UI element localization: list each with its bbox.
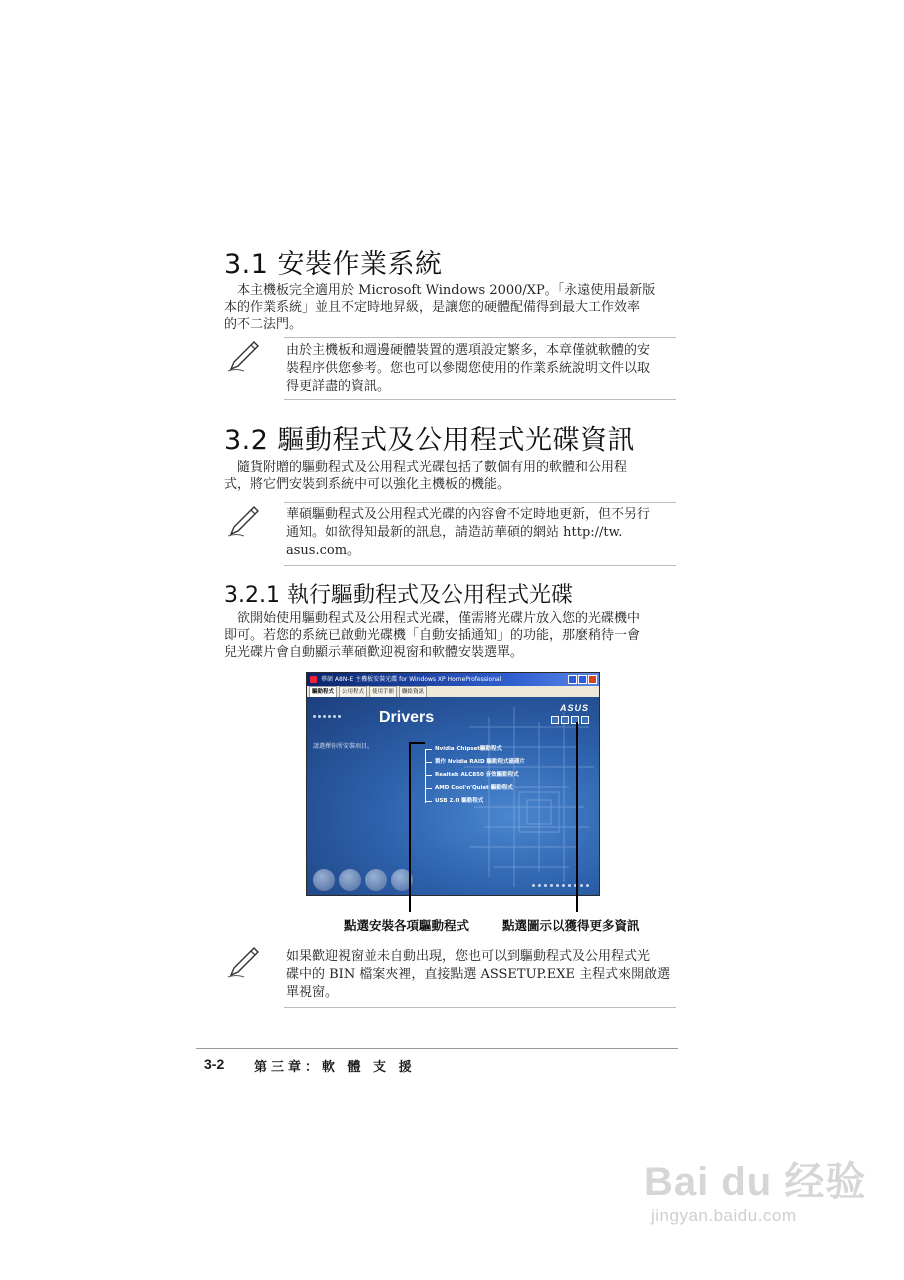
paragraph-line: 式，將它們安裝到系統中可以強化主機板的機能。 <box>224 477 511 492</box>
window-menubar <box>307 686 599 697</box>
section-3-2-title: 3.2 驅動程式及公用程式光碟資訊 <box>224 425 636 456</box>
note-line: 碟中的 BIN 檔案夾裡，直接點選 ASSETUP.EXE 主程式來開啟選 <box>286 967 671 982</box>
callout-left-caption: 點選安裝各項驅動程式 <box>344 918 470 933</box>
paragraph-line: 隨貨附贈的驅動程式及公用程式光碟包括了數個有用的軟體和公用程 <box>237 460 628 475</box>
callout-left-line <box>409 742 411 912</box>
nav-circle-icon <box>365 869 387 891</box>
menu-tab-manual: 使用手冊 <box>369 686 397 697</box>
page-number: 3-2 <box>204 1056 225 1072</box>
driver-item: AMD Cool'n'Quiet 驅動程式 <box>415 782 525 795</box>
note-top-rule <box>284 337 676 338</box>
section-3-2-1-paragraph <box>224 610 679 661</box>
note-3 <box>286 948 678 1002</box>
info-icons-group <box>551 716 589 724</box>
callout-left-horizontal <box>409 742 425 744</box>
note-top-rule <box>284 502 676 503</box>
callout-right-caption: 點選圖示以獲得更多資訊 <box>502 918 640 933</box>
readme-icon <box>581 716 589 724</box>
menu-tab-contact: 聯絡資訊 <box>399 686 427 697</box>
note-line: 如果歡迎視窗並未自動出現，您也可以到驅動程式及公用程式光 <box>286 949 651 964</box>
paragraph-line: 本主機板完全適用於 Microsoft Windows 2000/XP。「永遠使用最新版 <box>237 283 656 298</box>
tech-support-icon <box>571 716 579 724</box>
note-pen-icon <box>224 944 260 980</box>
note-line: 華碩驅動程式及公用程式光碟的內容會不定時地更新，但不另行 <box>286 507 651 522</box>
note-line: asus.com。 <box>286 543 361 558</box>
installer-canvas <box>307 697 599 895</box>
baidu-watermark-url: jingyan.baidu.com <box>651 1206 797 1225</box>
asus-logo: ASUS <box>559 703 589 713</box>
menu-tab-utilities: 公用程式 <box>339 686 367 697</box>
note-bottom-rule <box>284 399 676 400</box>
driver-item: Nvidia Chipset驅動程式 <box>415 743 525 756</box>
maximize-icon <box>578 675 587 684</box>
driver-item: 製作 Nvidia RAID 驅動程式磁碟片 <box>415 756 525 769</box>
app-icon <box>310 676 317 683</box>
minimize-icon <box>568 675 577 684</box>
driver-item: Realtek ALC850 音效驅動程式 <box>415 769 525 782</box>
section-3-1-paragraph <box>224 282 679 333</box>
install-prompt: 請選擇你所安裝項目。 <box>313 743 374 750</box>
nav-circle-icon <box>339 869 361 891</box>
paragraph-line: 本的作業系統」並且不定時地昇級，是讓您的硬體配備得到最大工作效率 <box>224 300 641 315</box>
window-titlebar <box>307 673 599 686</box>
driver-list <box>415 743 525 808</box>
callout-right-line <box>576 722 578 912</box>
note-bottom-rule <box>284 565 676 566</box>
file-list-icon <box>561 716 569 724</box>
paragraph-line: 的不二法門。 <box>224 317 303 332</box>
browse-cd-icon <box>551 716 559 724</box>
paragraph-line: 兒光碟片會自動顯示華碩歡迎視窗和軟體安裝選單。 <box>224 645 524 660</box>
note-line: 由於主機板和週邊硬體裝置的選項設定繁多，本章僅就軟體的安 <box>286 343 651 358</box>
footer-rule <box>196 1048 678 1049</box>
note-line: 單視窗。 <box>286 985 339 1000</box>
paragraph-line: 即可。若您的系統已啟動光碟機「自動安插通知」的功能，那麼稍待一會 <box>224 628 641 643</box>
window-title: 華碩 A8N-E 主機板安裝光碟 for Windows XP HomeProfessional <box>321 676 502 683</box>
section-3-1-title: 3.1 安裝作業系統 <box>224 249 443 280</box>
paragraph-line: 欲開始使用驅動程式及公用程式光碟，僅需將光碟片放入您的光碟機中 <box>237 611 641 626</box>
menu-tab-drivers: 驅動程式 <box>309 686 337 697</box>
nav-circle-icon <box>313 869 335 891</box>
section-3-2-paragraph <box>224 459 679 493</box>
decorative-dots <box>313 715 341 718</box>
note-line: 通知。如欲得知最新的訊息，請造訪華碩的網站 http://tw. <box>286 525 623 540</box>
chapter-label: 第三章：軟 體 支 援 <box>254 1060 416 1075</box>
note-bottom-rule <box>284 1007 676 1008</box>
note-line: 裝程序供您參考。您也可以參閱您使用的作業系統說明文件以取 <box>286 361 651 376</box>
close-icon <box>588 675 597 684</box>
decorative-dots <box>532 884 589 887</box>
driver-item: USB 2.0 驅動程式 <box>415 795 525 808</box>
installer-window-screenshot <box>306 672 600 896</box>
note-3-2 <box>286 506 678 560</box>
note-pen-icon <box>224 338 260 374</box>
drivers-heading: Drivers <box>379 709 435 726</box>
nav-buttons <box>313 869 413 891</box>
section-3-2-1-title: 3.2.1 執行驅動程式及公用程式光碟 <box>224 583 573 608</box>
note-pen-icon <box>224 503 260 539</box>
note-3-1 <box>286 342 678 396</box>
note-line: 得更詳盡的資訊。 <box>286 379 391 394</box>
baidu-watermark-logo: Bai du 经验 <box>644 1160 867 1204</box>
